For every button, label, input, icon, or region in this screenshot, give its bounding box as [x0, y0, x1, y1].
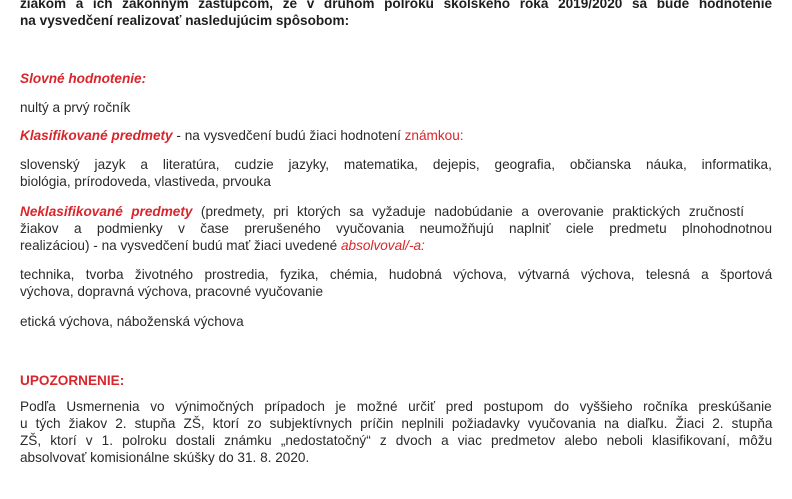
unclassified-subjects-list-3: etická výchova, náboženská výchova	[20, 314, 244, 329]
notice-line-3: ZŠ, ktorí v 1. polroku dostali známku „nedostatočný“ z dvoch a viac predmetov alebo neboli klasifikovaní, môžu	[20, 433, 773, 448]
classified-subjects-list-2: biológia, prírodoveda, vlastiveda, prvouka	[20, 174, 271, 189]
unclassified-subjects-text-3: realizáciou) - na vysvedčení budú mať žiaci uvedené	[20, 238, 341, 253]
unclassified-subjects-list-2: výchova, dopravná výchova, pracovné vyučovanie	[20, 284, 324, 299]
notice-line-1: Podľa Usmernenia vo výnimočných prípadoch je možné určiť pred postupom do vyššieho ročníka preskúšanie	[20, 399, 772, 414]
classified-subjects-text: - na vysvedčení budú žiaci hodnotení	[172, 128, 405, 143]
unclassified-subjects-intro-3	[20, 238, 425, 254]
intro-line-1: žiakom a ich zákonným zástupcom, že v druhom polroku školského roka 2019/2020 sa bude hodnotenie	[20, 0, 773, 11]
classified-subjects-intro	[20, 128, 464, 144]
classified-subjects-list-1: slovenský jazyk a literatúra, cudzie jazyky, matematika, dejepis, geografia, občianska náuka, informatika,	[20, 157, 772, 172]
intro-line-2: na vysvedčení realizovať nasledujúcim spôsobom:	[20, 13, 350, 28]
verbal-assessment-heading: Slovné hodnotenie:	[20, 71, 147, 86]
classified-subjects-label: Klasifikované predmety	[20, 128, 173, 143]
unclassified-subjects-list-1: technika, tvorba životného prostredia, fyzika, chémia, hudobná výchova, výtvarná výchova, telesná a športová	[20, 267, 773, 282]
classified-subjects-mark: známkou:	[404, 128, 464, 143]
unclassified-subjects-text-1: (predmety, pri ktorých sa vyžaduje nadobúdanie a overovanie praktických zručností	[192, 204, 744, 219]
verbal-assessment-grades: nultý a prvý ročník	[20, 100, 131, 115]
notice-line-2: u tých žiakov 2. stupňa ZŠ, ktorí zo subjektívnych príčin neplnili požiadavky vyučovania na diaľku. Žiaci 2. stupňa	[20, 416, 773, 431]
notice-line-4: absolvovať komisionálne skúšky do 31. 8. 2020.	[20, 450, 310, 465]
notice-heading: UPOZORNENIE:	[20, 373, 125, 388]
unclassified-subjects-label: Neklasifikované predmety	[20, 204, 193, 219]
unclassified-subjects-intro-2: žiakov a podmienky v čase prerušeného vyučovania neumožňujú naplniť ciele predmetu plnohodnotnou	[20, 221, 773, 236]
unclassified-subjects-mark: absolvoval/-a:	[340, 238, 425, 253]
unclassified-subjects-intro-1	[20, 204, 744, 220]
